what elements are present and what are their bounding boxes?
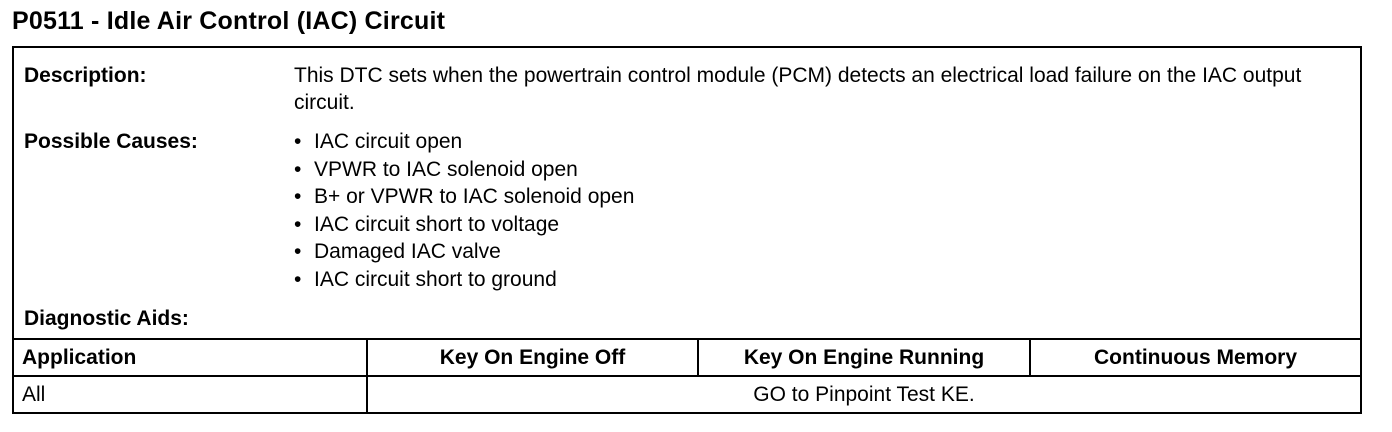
- column-header-application: Application: [14, 339, 367, 376]
- action-cell: GO to Pinpoint Test KE.: [367, 376, 1360, 413]
- bullet-icon: •: [294, 212, 302, 236]
- description-text: This DTC sets when the powertrain control module (PCM) detects an electrical load failure on the IAC output circuit.: [294, 64, 1302, 114]
- list-item: [294, 211, 634, 239]
- page-title: P0511 - Idle Air Control (IAC) Circuit: [12, 7, 446, 35]
- bullet-icon: •: [294, 240, 302, 263]
- table-row: [14, 376, 1360, 413]
- column-header-key-on-engine-running: Key On Engine Running: [698, 339, 1030, 376]
- cause-text: VPWR to IAC solenoid open: [314, 157, 578, 181]
- cause-text: IAC circuit open: [314, 130, 463, 153]
- description-label: Description:: [24, 64, 147, 87]
- column-header-key-on-engine-off: Key On Engine Off: [367, 339, 698, 376]
- list-item: [294, 183, 634, 211]
- cause-text: Damaged IAC valve: [314, 240, 501, 263]
- list-item: [294, 156, 634, 184]
- bullet-icon: •: [294, 157, 302, 181]
- column-header-continuous-memory: Continuous Memory: [1030, 339, 1360, 376]
- application-cell: All: [14, 376, 367, 413]
- list-item: [294, 128, 634, 156]
- table-header-row: [14, 339, 1360, 376]
- possible-causes-label: Possible Causes:: [24, 130, 198, 153]
- dtc-info-box: [12, 46, 1362, 414]
- application-table: [14, 338, 1360, 413]
- diagnostic-aids-label: Diagnostic Aids:: [24, 307, 189, 330]
- list-item: [294, 266, 634, 294]
- bullet-icon: •: [294, 130, 302, 153]
- bullet-icon: •: [294, 267, 302, 291]
- cause-text: IAC circuit short to voltage: [314, 212, 560, 236]
- bullet-icon: •: [294, 185, 302, 208]
- possible-causes-list: [294, 128, 634, 293]
- list-item: [294, 238, 634, 266]
- cause-text: IAC circuit short to ground: [314, 267, 557, 291]
- cause-text: B+ or VPWR to IAC solenoid open: [314, 185, 635, 208]
